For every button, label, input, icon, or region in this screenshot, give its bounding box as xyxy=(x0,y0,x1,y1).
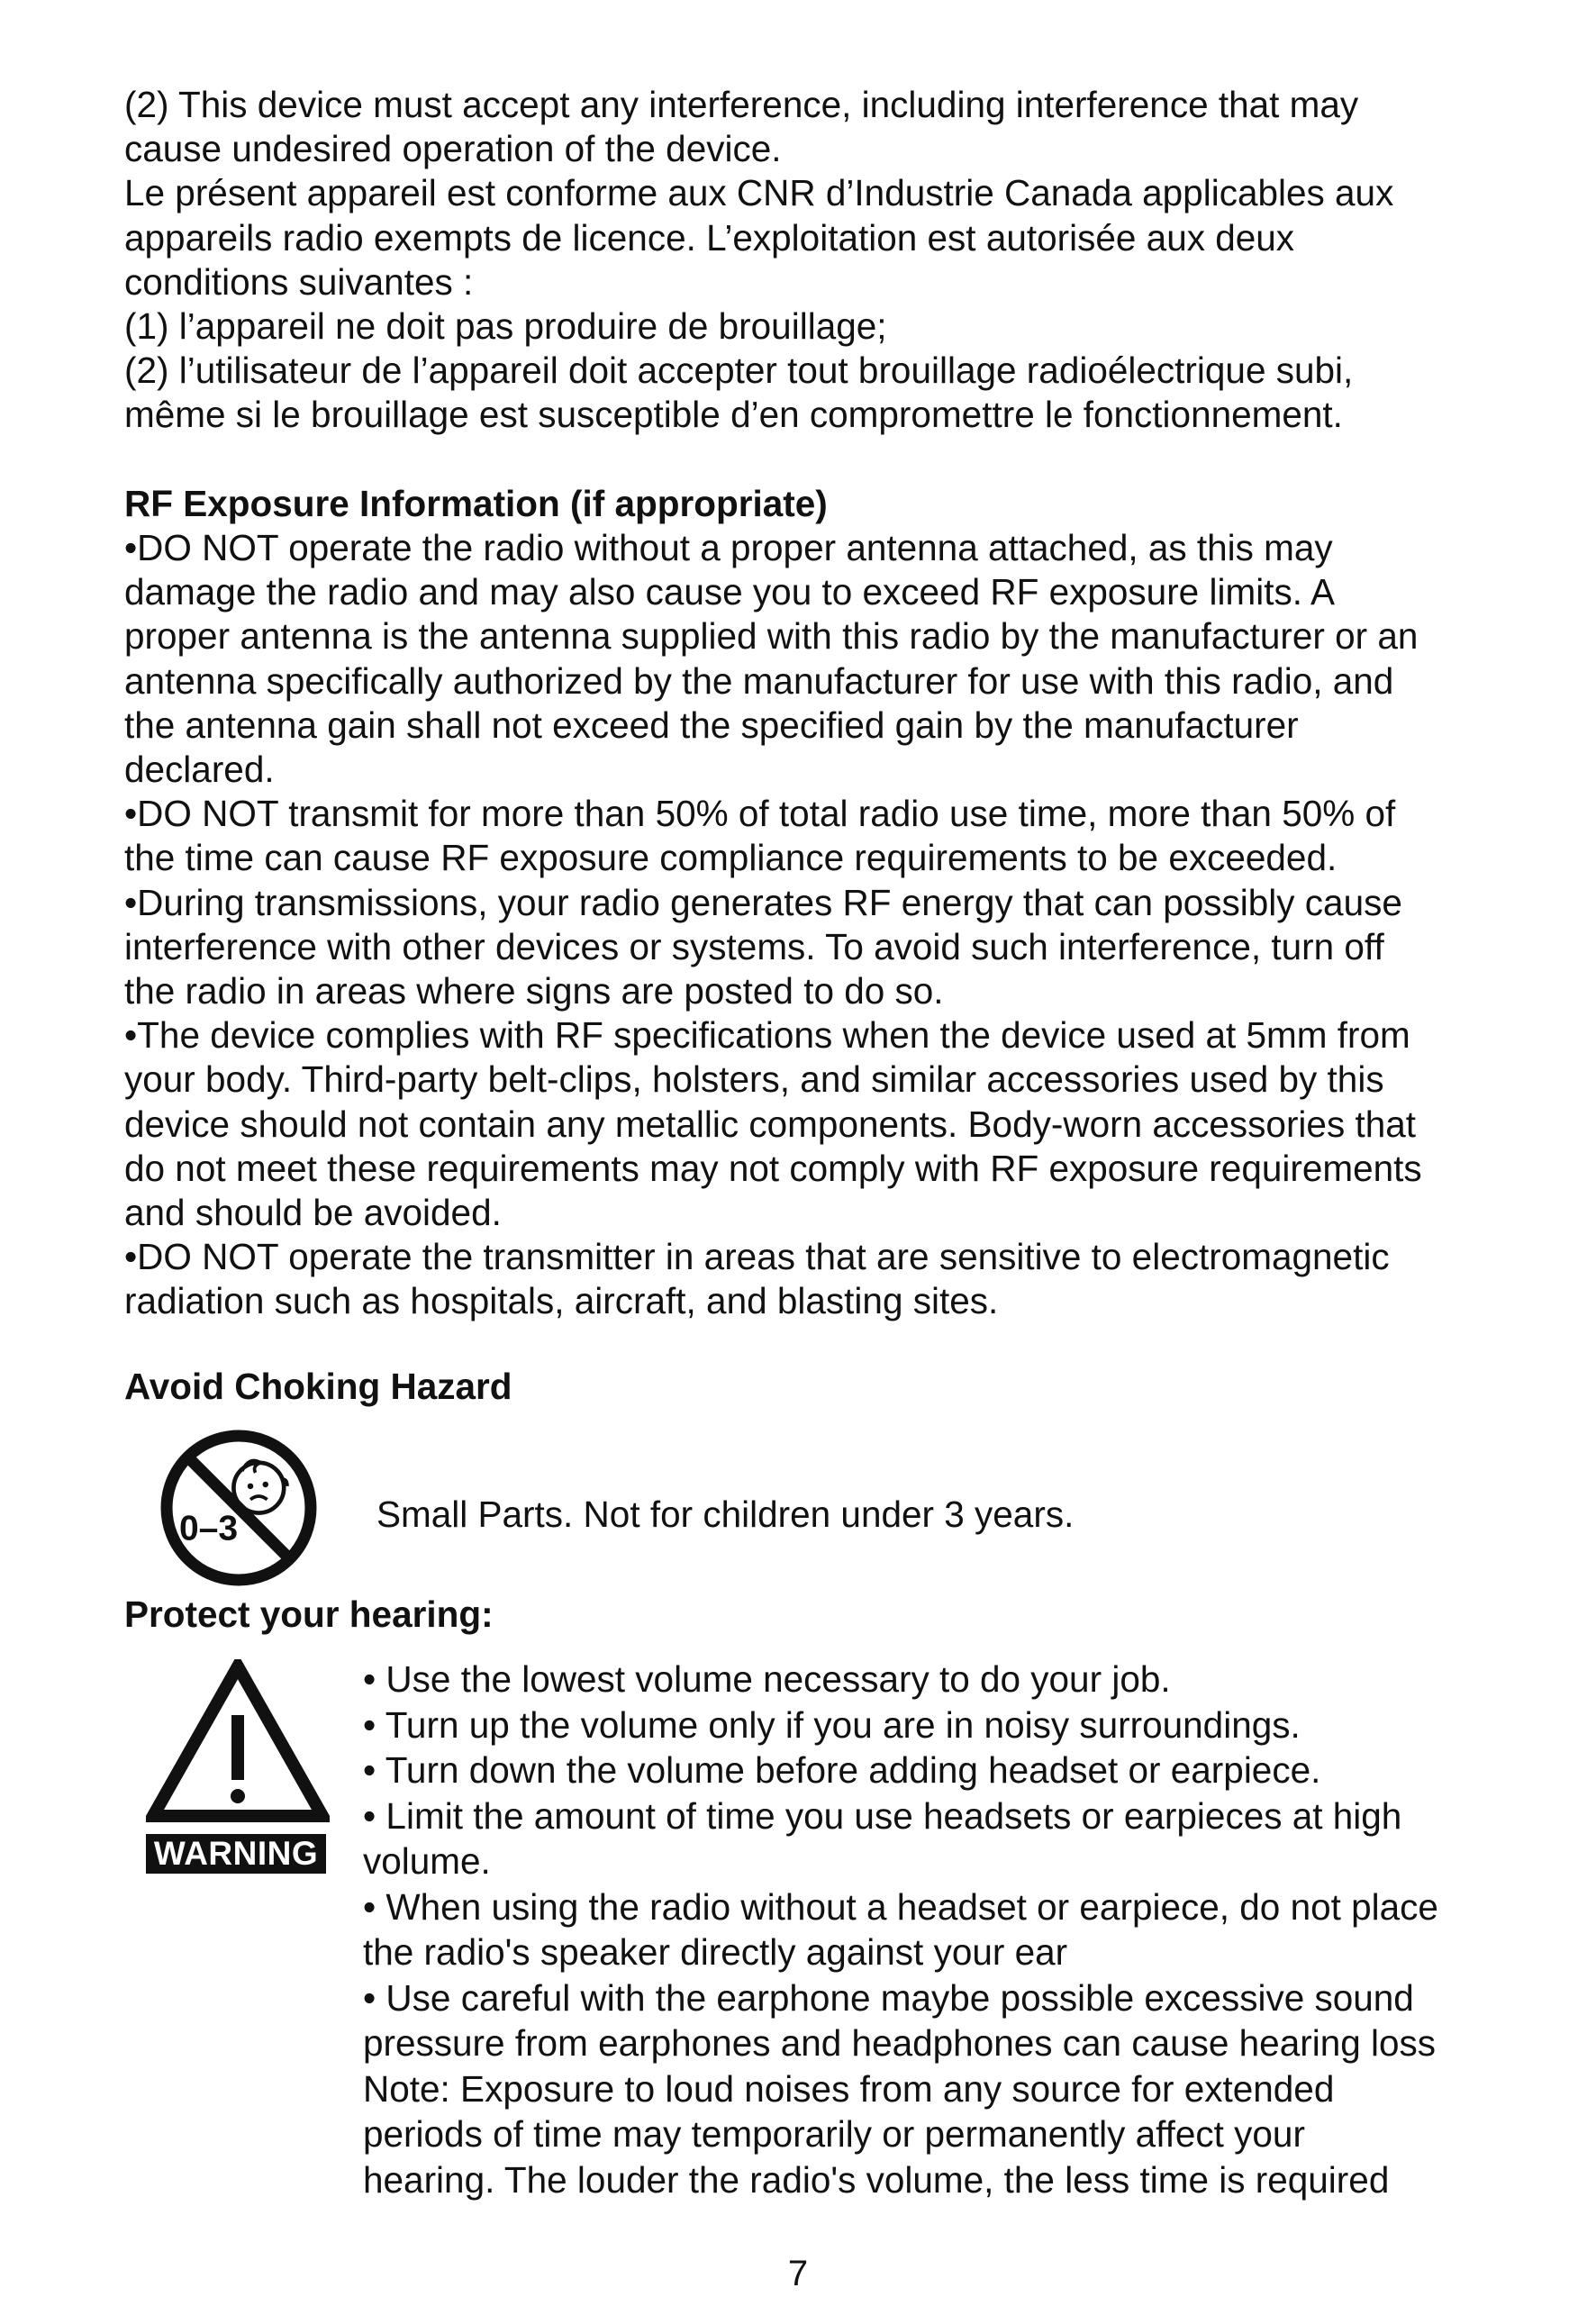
text-line: appareils radio exempts de licence. L’exploitation est autorisée aux deux xyxy=(124,216,1295,259)
rf-exposure-heading: RF Exposure Information (if appropriate) xyxy=(124,482,828,524)
main-text-column xyxy=(124,83,1484,1324)
text-line: interference with other devices or systems. To avoid such interference, turn off xyxy=(124,925,1384,967)
text-line: (1) l’appareil ne doit pas produire de brouillage; xyxy=(124,305,887,348)
text-line: •DO NOT operate the radio without a proper antenna attached, as this may xyxy=(124,527,1333,569)
text-line: même si le brouillage est susceptible d’en compromettre le fonctionnement. xyxy=(124,394,1343,436)
text-line: and should be avoided. xyxy=(124,1192,502,1234)
page-number: 7 xyxy=(787,2254,809,2293)
intro-paragraph xyxy=(124,83,1484,438)
list-item: • Use the lowest volume necessary to do your job. xyxy=(363,1658,1171,1700)
rf-exposure-section xyxy=(124,482,1484,1324)
small-parts-warning: Small Parts. Not for children under 3 years. xyxy=(376,1493,1075,1535)
text-line: device should not contain any metallic components. Body-worn accessories that xyxy=(124,1103,1417,1145)
list-item: • Use careful with the earphone maybe possible excessive sound xyxy=(363,1976,1414,2019)
list-item: • Turn up the volume only if you are in noisy surroundings. xyxy=(363,1703,1301,1746)
text-line: damage the radio and may also cause you to exceed RF exposure limits. A xyxy=(124,571,1335,613)
no-children-0-3-icon xyxy=(155,1424,322,1592)
text-line: declared. xyxy=(124,749,275,791)
text-line: •DO NOT transmit for more than 50% of total radio use time, more than 50% of xyxy=(124,793,1396,835)
list-item: • Limit the amount of time you use headsets or earpieces at high xyxy=(363,1794,1402,1837)
warning-triangle-icon xyxy=(146,1659,330,1823)
text-line: the time can cause RF exposure compliance requirements to be exceeded. xyxy=(124,837,1338,879)
text-line: cause undesired operation of the device. xyxy=(124,128,782,170)
text-line: conditions suivantes : xyxy=(124,260,474,303)
text-line: proper antenna is the antenna supplied with this radio by the manufacturer or an xyxy=(124,615,1419,658)
list-item: volume. xyxy=(363,1840,491,1882)
list-item: the radio's speaker directly against your ear xyxy=(363,1931,1068,1973)
warning-label: WARNING xyxy=(146,1834,326,1874)
text-line: the antenna gain shall not exceed the specified gain by the manufacturer xyxy=(124,704,1299,746)
text-line: (2) This device must accept any interference, including interference that may xyxy=(124,84,1359,125)
list-item: • When using the radio without a headset or earpiece, do not place xyxy=(363,1885,1438,1928)
text-line: Le présent appareil est conforme aux CNR d’Industrie Canada applicables aux xyxy=(124,172,1394,214)
text-line: do not meet these requirements may not comply with RF exposure requirements xyxy=(124,1147,1422,1189)
list-item: hearing. The louder the radio's volume, the less time is required xyxy=(363,2158,1390,2201)
choking-hazard-section xyxy=(124,1365,1484,1590)
text-line: radiation such as hospitals, aircraft, and blasting sites. xyxy=(124,1280,999,1322)
choking-hazard-heading: Avoid Choking Hazard xyxy=(124,1366,512,1407)
text-line: •The device complies with RF specifications when the device used at 5mm from xyxy=(124,1014,1410,1057)
text-line: •During transmissions, your radio generates RF energy that can possibly cause xyxy=(124,881,1402,923)
text-line: antenna specifically authorized by the manufacturer for use with this radio, and xyxy=(124,659,1394,702)
text-line: your body. Third-party belt-clips, holsters, and similar accessories used by this xyxy=(124,1058,1384,1101)
paragraph-gap xyxy=(124,438,1484,482)
text-line: •DO NOT operate the transmitter in areas that are sensitive to electromagnetic xyxy=(124,1236,1390,1278)
hearing-guidelines-list xyxy=(363,1657,1489,2202)
age-range-label: 0–3 xyxy=(178,1509,239,1548)
protect-hearing-heading: Protect your hearing: xyxy=(124,1593,494,1635)
text-line: the radio in areas where signs are posted to do so. xyxy=(124,970,944,1012)
text-line: (2) l’utilisateur de l’appareil doit accepter tout brouillage radioélectrique subi, xyxy=(124,350,1354,392)
list-item: pressure from earphones and headphones can cause hearing loss xyxy=(363,2022,1437,2064)
list-item: • Turn down the volume before adding headset or earpiece. xyxy=(363,1749,1321,1791)
list-item: periods of time may temporarily or permanently affect your xyxy=(363,2113,1305,2155)
list-item: Note: Exposure to loud noises from any source for extended xyxy=(363,2067,1335,2110)
